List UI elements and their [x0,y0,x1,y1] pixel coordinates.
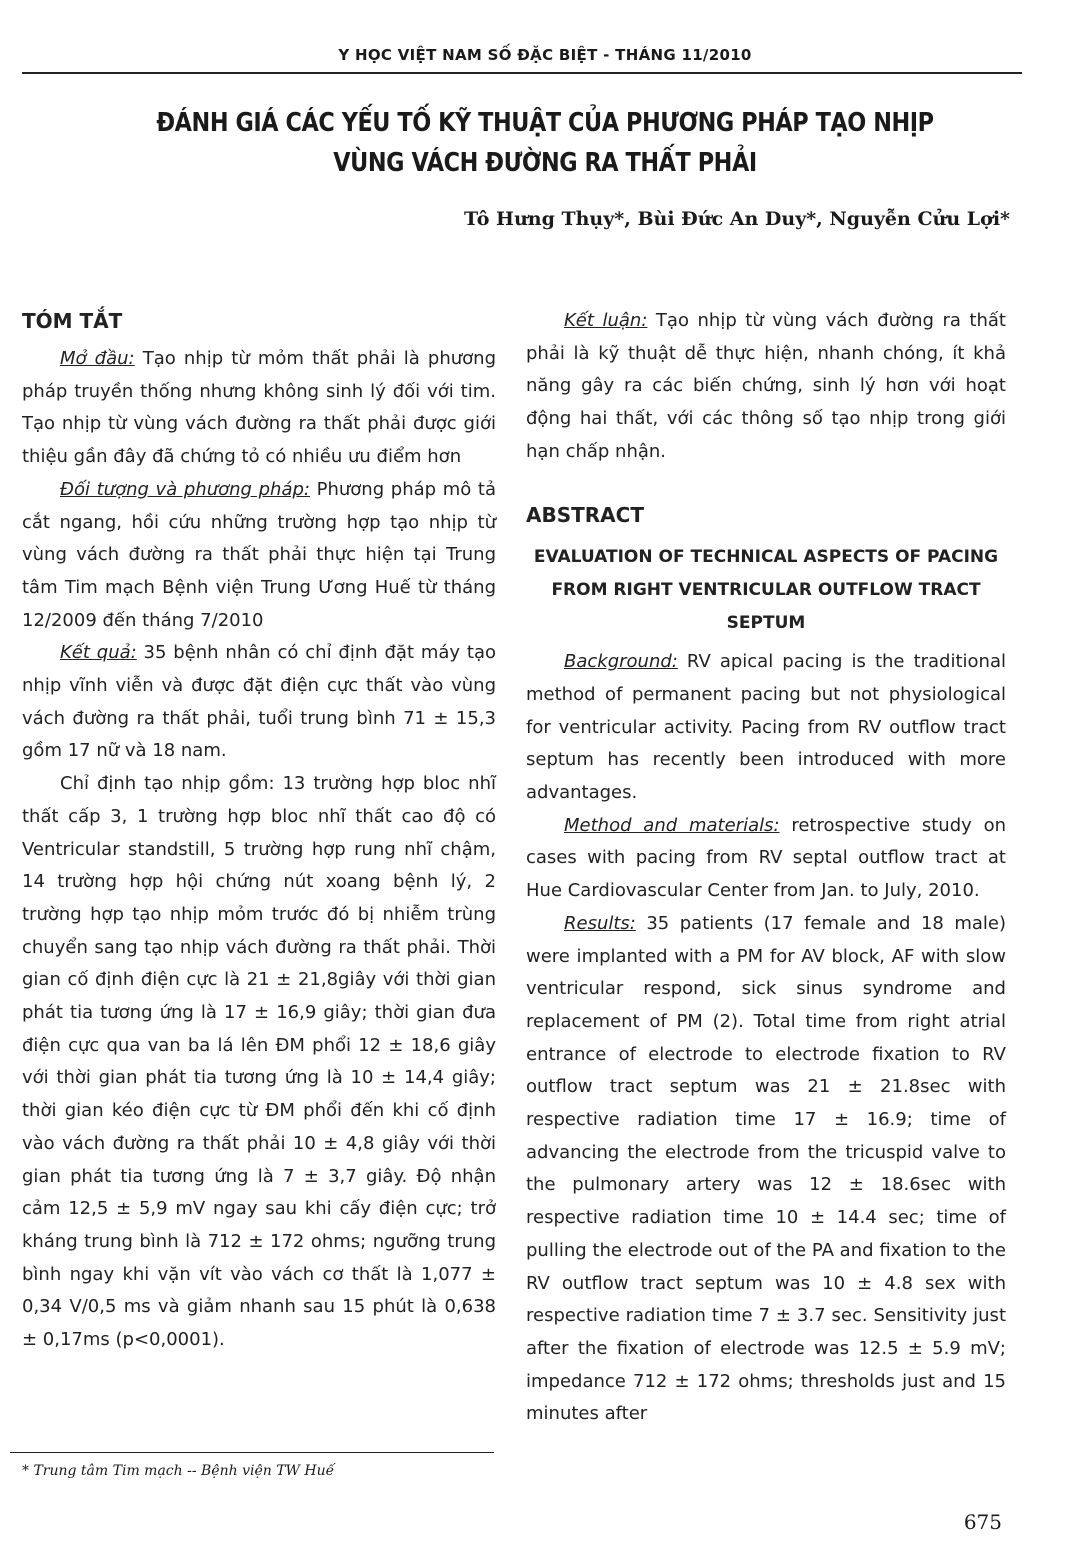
paragraph-text: Phương pháp mô tả cắt ngang, hồi cứu những trường hợp tạo nhịp từ vùng vách đường ra thất phải thực hiện tại Trung tâm Tim mạch Bệnh viện Trung Ương Huế từ tháng 12/2009 đến tháng 7/2010 [22,478,496,631]
title-line-2: VÙNG VÁCH ĐƯỜNG RA THẤT PHẢI [333,148,757,178]
right-column [526,305,1006,1431]
title-line-1: ĐÁNH GIÁ CÁC YẾU TỐ KỸ THUẬT CỦA PHƯƠNG PHÁP TẠO NHỊP [156,108,934,138]
abstract-title: EVALUATION OF TECHNICAL ASPECTS OF PACING FROM RIGHT VENTRICULAR OUTFLOW TRACT SEPTUM [533,547,999,634]
left-column [22,305,496,1357]
lead-label: Background: [564,651,678,673]
lead-label: Results: [564,912,636,934]
summary-heading: TÓM TẮT [22,309,123,333]
summary-paragraph [22,343,496,474]
paragraph-text: 35 bệnh nhân có chỉ định đặt máy tạo nhịp vĩnh viễn và được đặt điện cực thất vào vùng vách đường ra thất phải, tuổi trung bình 71 ± 15,3 gồm 17 nữ và 18 nam. [22,642,496,762]
authors: Tô Hưng Thụy*, Bùi Đức An Duy*, Nguyễn Cửu Lợi* [464,208,1010,230]
page-number: 675 [963,1510,1002,1534]
lead-label: Method and materials: [564,814,780,836]
abstract-paragraph [526,810,1006,908]
lead-label: Đối tượng và phương pháp: [60,478,310,500]
abstract-heading: ABSTRACT [526,502,644,527]
lead-label: Kết luận: [564,310,648,331]
paragraph-text: Tạo nhịp từ vùng vách đường ra thất phải là kỹ thuật dễ thực hiện, nhanh chóng, ít khả năng gây ra các biến chứng, sinh lý hơn với hoạt động hai thất, với các thông số tạo nhịp trong giới hạn chấp nhận. [526,310,1006,462]
summary-paragraph [526,305,1006,469]
paragraph-text: RV apical pacing is the traditional method of permanent pacing but not physiological for ventricular activity. Pacing from RV outflow tract septum has recently been introduced with more advantages. [526,651,1006,804]
footnote-rule [10,1452,494,1453]
lead-label: Mở đầu: [60,348,135,369]
paragraph-text: Chỉ định tạo nhịp gồm: 13 trường hợp bloc nhĩ thất cấp 3, 1 trường hợp bloc nhĩ thất cao độ có Ventricular standstill, 5 trường hợp rung nhĩ chậm, 14 trường hợp hội chứng nút xoang bệnh lý, 2 trường hợp tạo nhịp mỏm trước đó bị nhiễm trùng chuyển sang tạo nhịp vách đường ra thất phải. Thời gian cố định điện cực là 21 ± 21,8giây với thời gian phát tia tương ứng là 17 ± 16,9 giây; thời gian đưa điện cực qua van ba lá lên ĐM phổi 12 ± 18,6 giây với thời gian phát tia tương ứng là 10 ± 14,4 giây; thời gian kéo điện cực từ ĐM phổi đến khi cố định vào vách đường ra thất phải 10 ± 4,8 giây với thời gian phát tia tương ứng là 7 ± 3,7 giây. Độ nhận cảm 12,5 ± 5,9 mV ngay sau khi cấy điện cực; trở kháng trung bình là 712 ± 172 ohms; ngưỡng trung bình ngay khi vặn vít vào vách cơ thất là 1,077 ± 0,34 V/0,5 ms và giảm nhanh sau 15 phút là 0,638 ± 0,17ms (p<0,0001). [22,773,496,1351]
paragraph-text: retrospective study on cases with pacing from RV septal outflow tract at Hue Cardiovascular Center from Jan. to July, 2010. [526,814,1006,902]
journal-header: Y HỌC VIỆT NAM SỐ ĐẶC BIỆT - THÁNG 11/2010 [338,46,752,64]
summary-paragraph [22,637,496,768]
article-title [76,103,1013,183]
lead-label: Kết quả: [60,642,137,664]
abstract-paragraph [526,908,1006,1431]
paragraph-text: 35 patients (17 female and 18 male) were implanted with a PM for AV block, AF with slow ventricular respond, sick sinus syndrome and replacement of PM (2). Total time from right atrial entrance of electrode to electrode fixation to RV outflow tract septum was 21 ± 21.8sec with respective radiation time 17 ± 16.9; time of advancing the electrode from the tricuspid valve to the pulmonary artery was 12 ± 18.6sec with respective radiation time 10 ± 14.4 sec; time of pulling the electrode out of the PA and fixation to the RV outflow tract septum was 10 ± 4.8 sex with respective radiation time 7 ± 3.7 sec. Sensitivity just after the fixation of electrode was 12.5 ± 5.9 mV; impedance 712 ± 172 ohms; thresholds just and 15 minutes after [526,912,1006,1425]
abstract-paragraph [526,646,1006,810]
header-rule [22,72,1022,74]
summary-paragraph [22,474,496,638]
footnote: * Trung tâm Tim mạch -- Bệnh viện TW Huế [22,1463,335,1479]
summary-paragraph [22,768,496,1357]
paragraph-text: Tạo nhịp từ mỏm thất phải là phương pháp truyền thống nhưng không sinh lý đối với tim. Tạo nhịp từ vùng vách đường ra thất phải được giới thiệu gần đây đã chứng tỏ có nhiều ưu điểm hơn [22,348,496,468]
